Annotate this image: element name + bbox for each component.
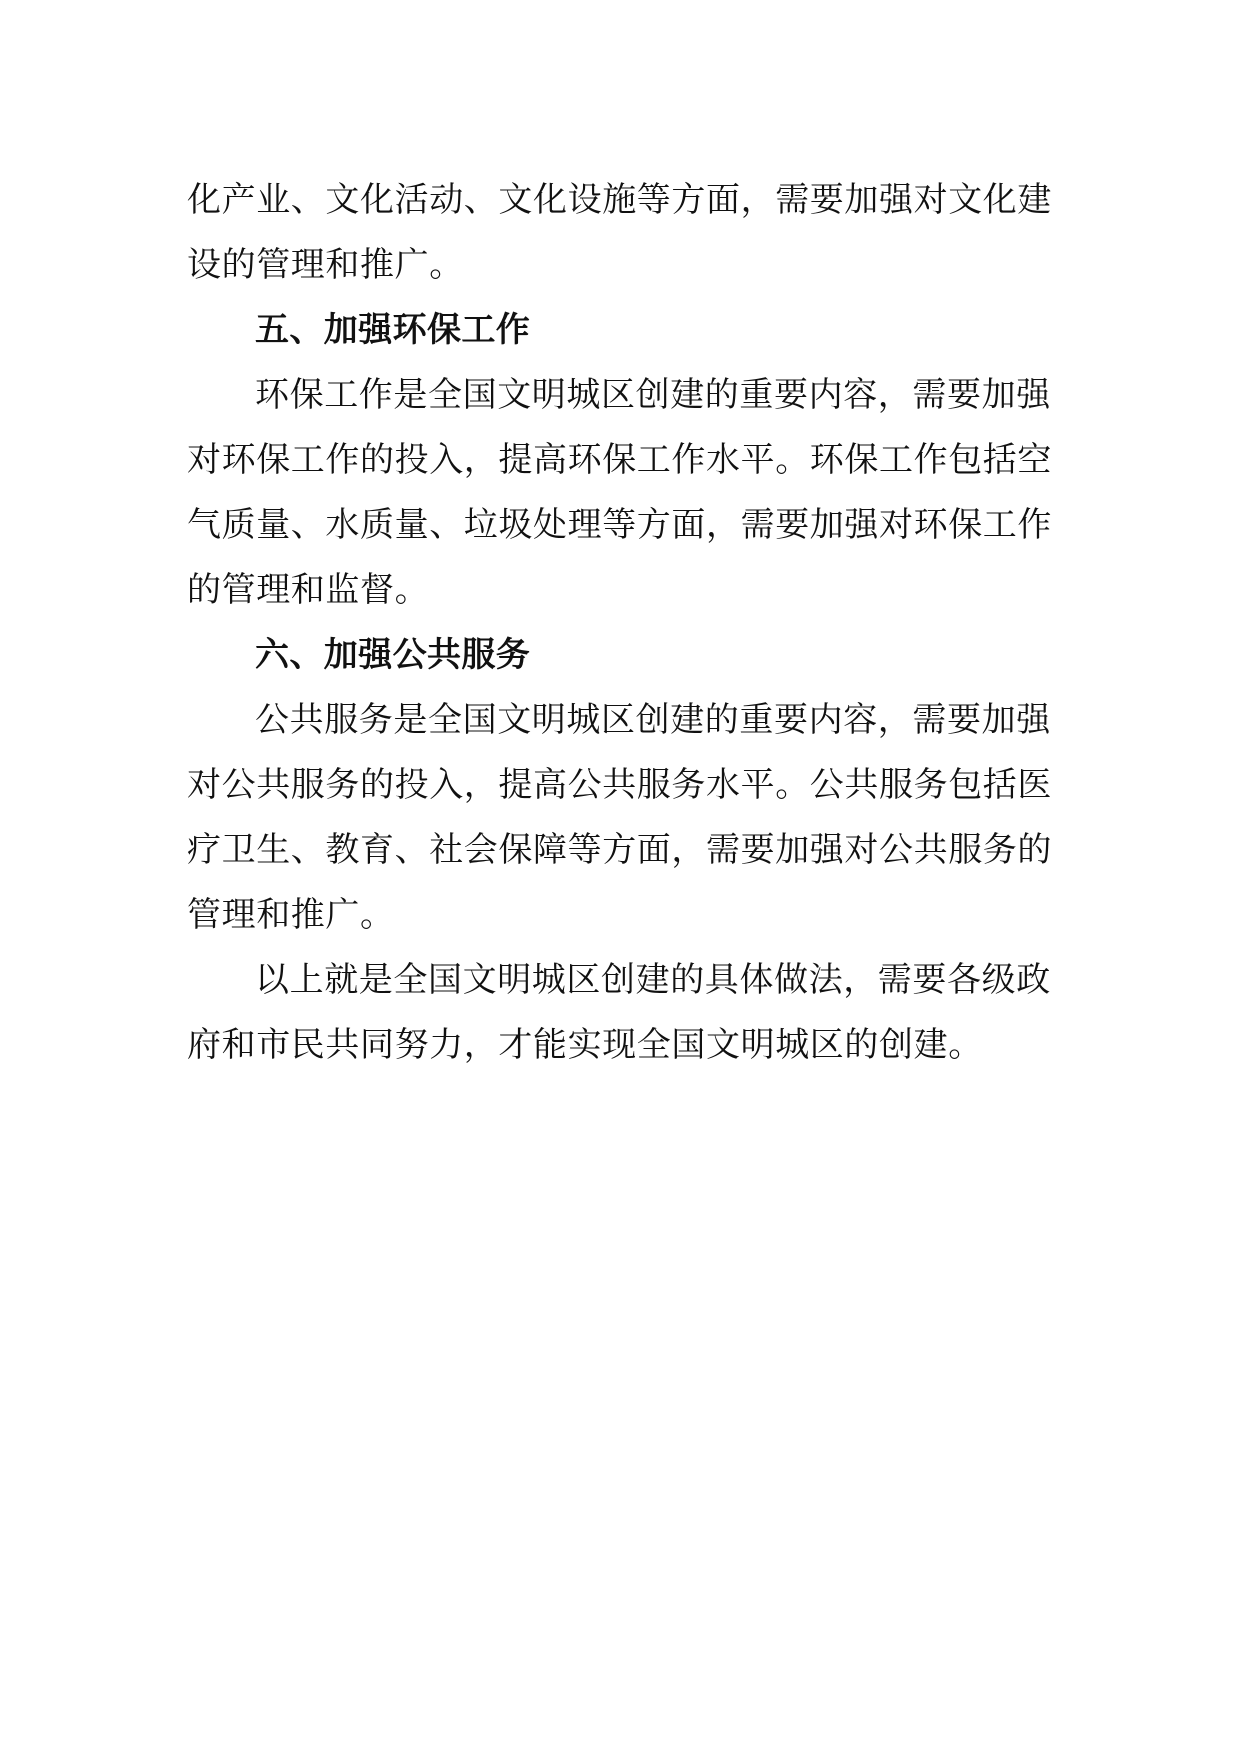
body-text-line: 化产业、文化活动、文化设施等方面，需要加强对文化建	[187, 180, 1052, 220]
body-text-line: 管理和推广。	[187, 895, 395, 935]
body-text-line: 公共服务是全国文明城区创建的重要内容，需要加强	[255, 700, 1051, 740]
document-body	[187, 168, 1053, 1078]
body-text-line: 对公共服务的投入，提高公共服务水平。公共服务包括医	[187, 765, 1052, 805]
body-text-line: 设的管理和推广。	[187, 245, 464, 285]
body-text-line: 环保工作是全国文明城区创建的重要内容，需要加强	[255, 375, 1051, 415]
body-text-line: 气质量、水质量、垃圾处理等方面，需要加强对环保工作	[187, 505, 1052, 545]
conclusion-text-line: 以上就是全国文明城区创建的具体做法，需要各级政	[255, 960, 1051, 1000]
body-text-line: 的管理和监督。	[187, 570, 430, 610]
conclusion-text-line: 府和市民共同努力，才能实现全国文明城区的创建。	[187, 1025, 983, 1065]
body-text-line: 对环保工作的投入，提高环保工作水平。环保工作包括空	[187, 440, 1052, 480]
body-text-line: 疗卫生、教育、社会保障等方面，需要加强对公共服务的	[187, 830, 1052, 870]
section-heading-public-service: 六、加强公共服务	[255, 635, 531, 675]
section-heading-environment: 五、加强环保工作	[255, 310, 531, 350]
